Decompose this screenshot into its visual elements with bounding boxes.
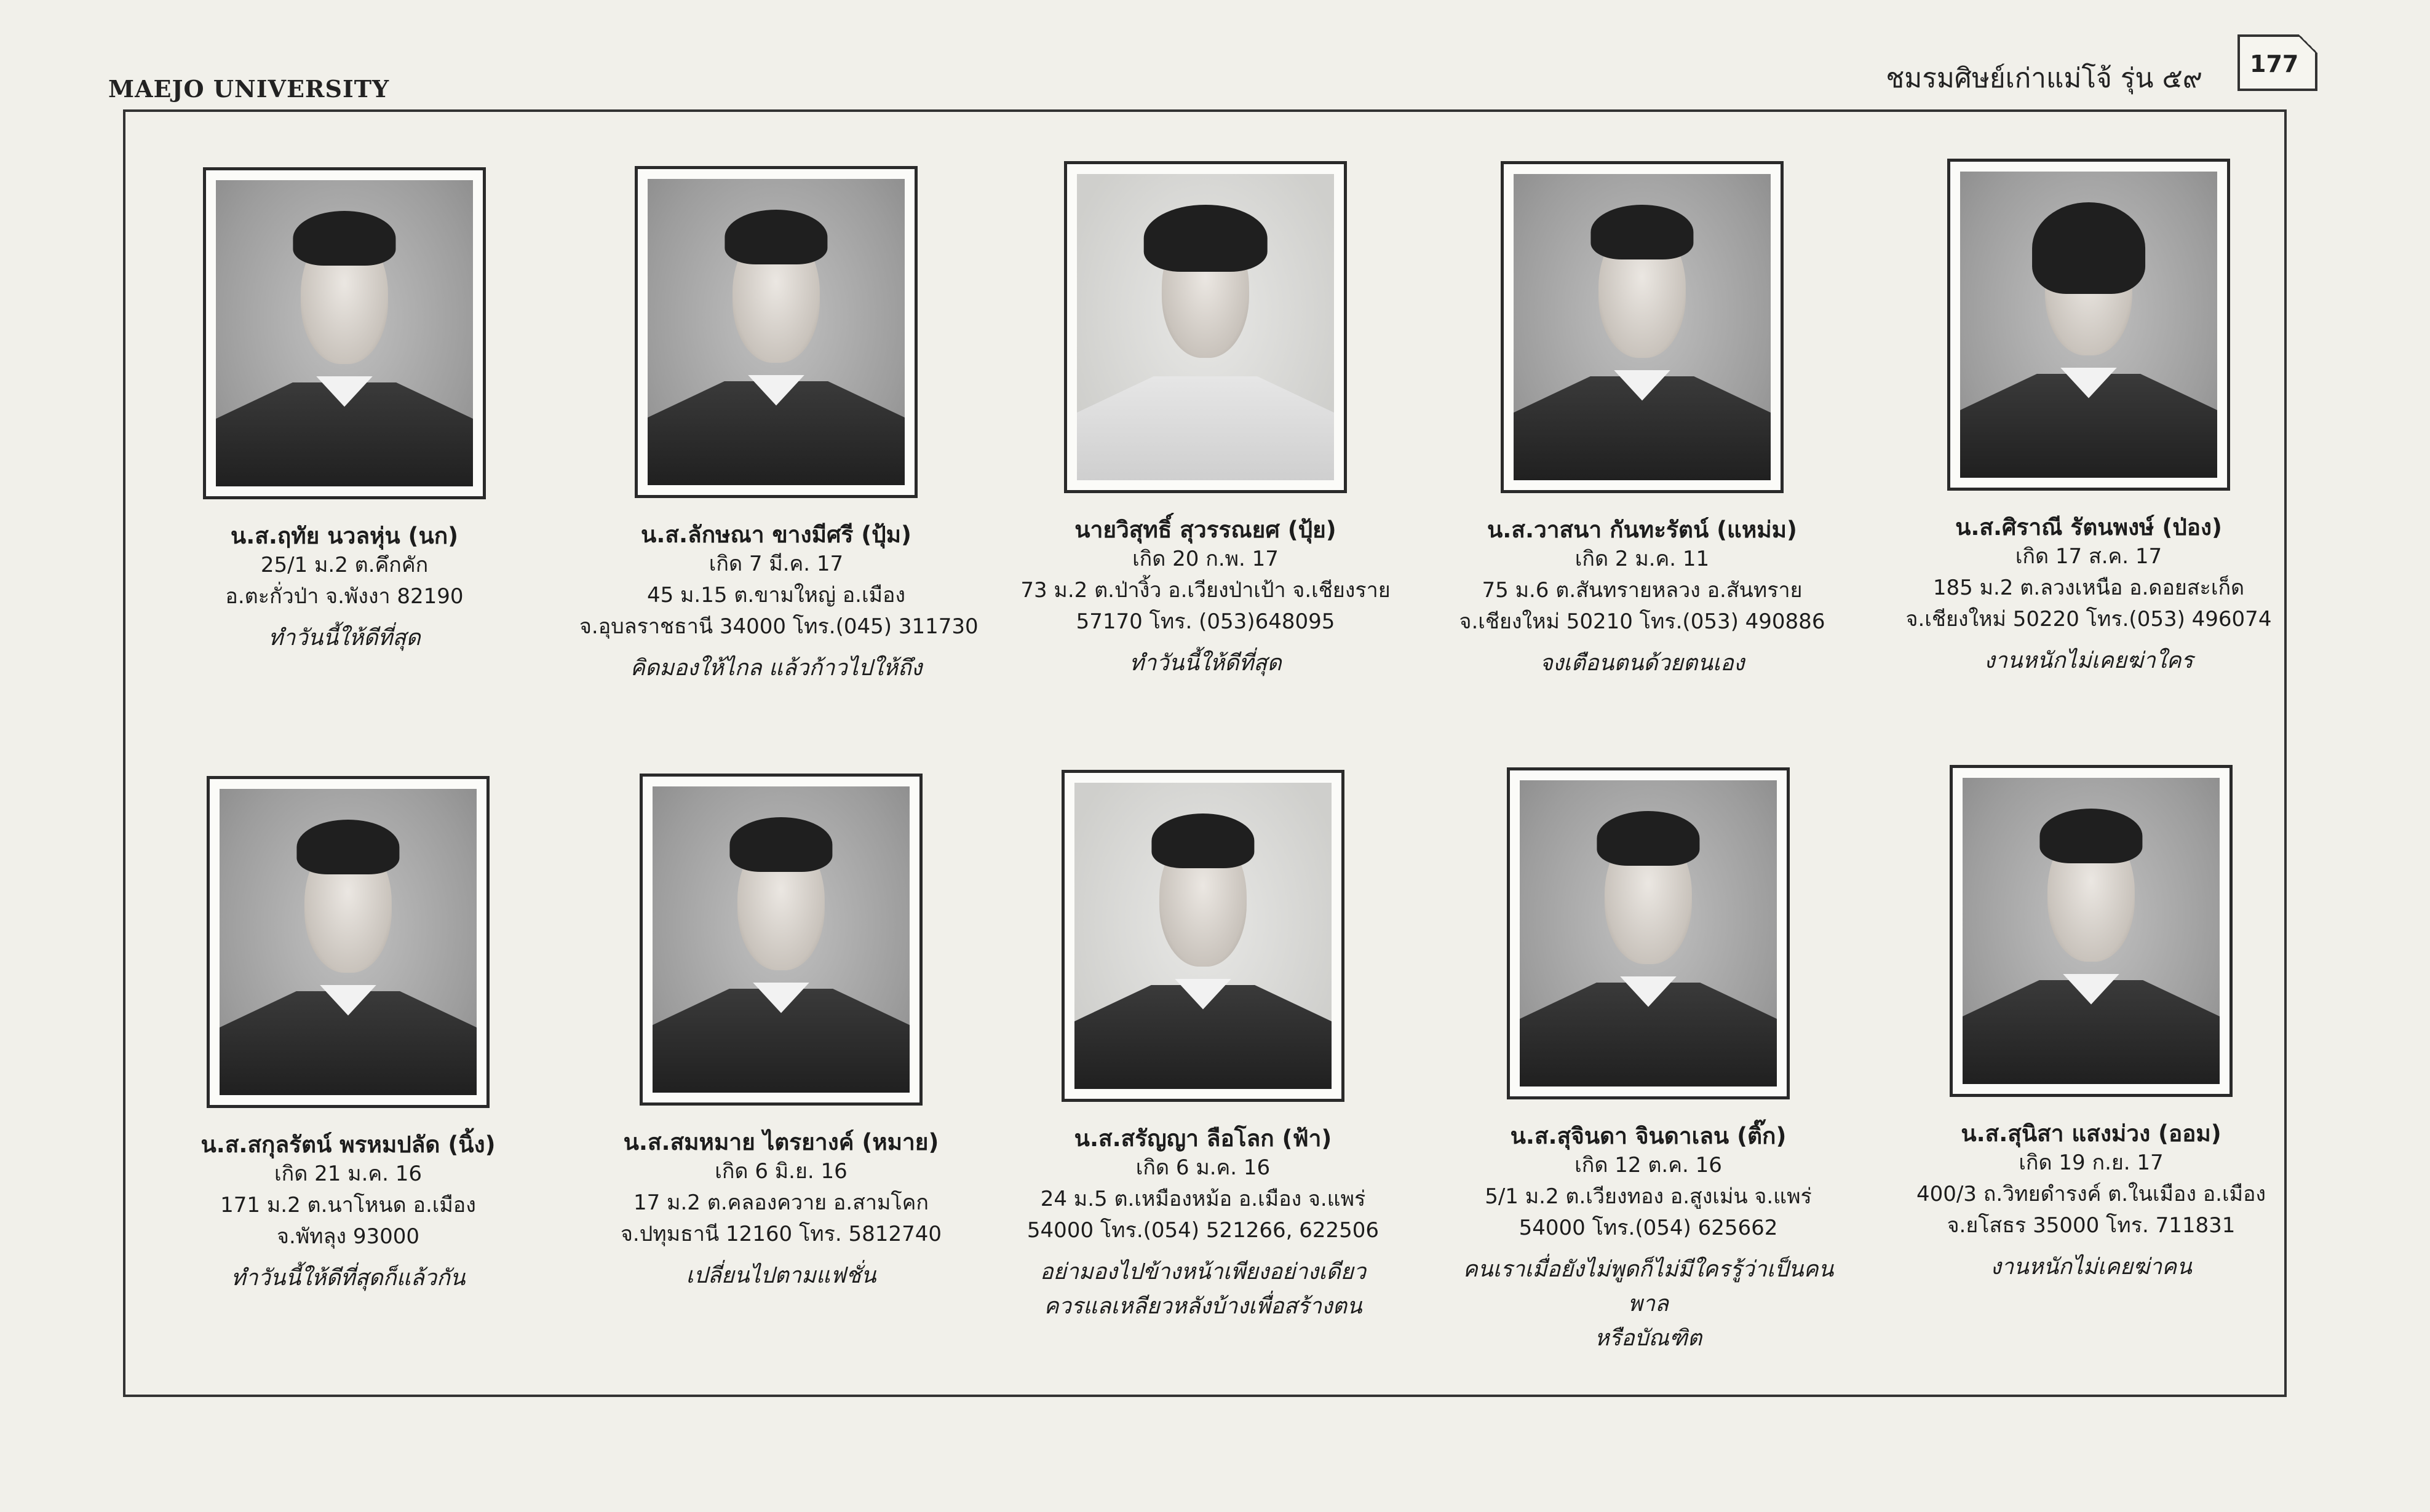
person-card [579,166,979,686]
person-address: จ.อุบลราชธานี 34000 โทร.(045) 311730 [579,614,979,639]
person-birthdate: เกิด 2 ม.ค. 11 [1574,547,1710,572]
person-name: น.ส.ลักษณา ขางมีศรี (ปุ้ม) [641,521,911,548]
person-address: 24 ม.5 ต.เหมืองหม้อ อ.เมือง จ.แพร่ [1040,1187,1366,1212]
portrait-image [1074,783,1332,1089]
portrait-image [1963,778,2220,1084]
person-card [1006,770,1400,1324]
portrait-photo [1064,161,1347,493]
person-motto: ทำวันนี้ให้ดีที่สุดก็แล้วกัน [231,1265,466,1291]
person-motto: คิดมองให้ไกล แล้วก้าวไปให้ถึง [630,655,923,681]
portrait-photo [1062,770,1344,1102]
person-name: น.ส.สกุลรัตน์ พรหมปลัด (นิ้ง) [201,1131,496,1158]
portrait-photo [1947,159,2230,491]
portrait-photo [203,167,486,499]
person-card [148,167,541,655]
person-address: 185 ม.2 ต.ลวงเหนือ อ.ดอยสะเก็ด [1932,576,2245,601]
person-address: อ.ตะกั่วป่า จ.พังงา 82190 [225,584,464,609]
person-address: จ.ปทุมธานี 12160 โทร. 5812740 [621,1222,942,1247]
portrait-image [1960,172,2217,478]
person-card [1445,161,1839,681]
person-name: น.ส.วาสนา กันทะรัตน์ (แหม่ม) [1487,517,1797,543]
portrait-photo [1501,161,1784,493]
person-birthdate: เกิด 7 มี.ค. 17 [709,552,844,577]
person-motto: ควรแลเหลียวหลังบ้างเพื่อสร้างตน [1044,1294,1362,1320]
person-birthdate: เกิด 20 ก.พ. 17 [1132,547,1279,572]
person-motto: งานหนักไม่เคยฆ่าคน [1990,1254,2192,1280]
portrait-photo [640,774,923,1106]
person-card [584,774,978,1293]
person-address: 400/3 ถ.วิทยดำรงค์ ต.ในเมือง อ.เมือง [1916,1182,2266,1207]
person-address: 73 ม.2 ต.ป่างิ้ว อ.เวียงป่าเป้า จ.เชียงราย [1020,578,1391,603]
alumni-club-title: ชมรมศิษย์เก่าแม่โจ้ รุ่น ๕๙ [1886,63,2202,94]
person-card [151,776,545,1296]
person-name: น.ส.สุนิสา แสงม่วง (ออม) [1961,1120,2222,1147]
page-number-box [2237,34,2317,91]
portrait-image [1520,780,1777,1087]
portrait-image [216,180,473,486]
person-address: 57170 โทร. (053)648095 [1076,609,1335,635]
portrait-photo [207,776,490,1108]
person-address: 17 ม.2 ต.คลองควาย อ.สามโคก [633,1190,929,1216]
person-motto: ทำวันนี้ให้ดีที่สุด [268,625,421,651]
person-birthdate: เกิด 21 ม.ค. 16 [274,1162,422,1187]
person-address: 5/1 ม.2 ต.เวียงทอง อ.สูงเม่น จ.แพร่ [1485,1184,1812,1209]
portrait-image [1077,174,1334,480]
portrait-image [1514,174,1771,480]
person-name: น.ส.ฤทัย นวลหุ่น (นก) [230,523,459,549]
person-motto: เปลี่ยนไปตามแฟชั่น [686,1263,876,1289]
person-name: น.ส.ศิราณี รัตนพงษ์ (ป่อง) [1955,514,2222,540]
person-birthdate: เกิด 17 ส.ค. 17 [2015,544,2162,569]
person-address: 75 ม.6 ต.สันทรายหลวง อ.สันทราย [1482,578,1803,603]
person-motto: หรือบัณฑิต [1594,1325,1702,1351]
portrait-photo [635,166,918,498]
person-address: 54000 โทร.(054) 625662 [1519,1216,1778,1241]
person-address: 25/1 ม.2 ต.คึกคัก [260,553,429,578]
person-address: 45 ม.15 ต.ขามใหญ่ อ.เมือง [646,583,906,608]
person-birthdate: เกิด 6 ม.ค. 16 [1135,1155,1271,1181]
university-name: MAEJO UNIVERSITY [108,75,390,103]
person-card [1892,159,2285,678]
person-birthdate: เกิด 19 ก.ย. 17 [2019,1150,2164,1176]
person-name: นายวิสุทธิ์ สุวรรณยศ (ปุ้ย) [1074,517,1336,543]
portrait-photo [1507,767,1790,1099]
person-name: น.ส.สรัญญา ลือโลก (ฟ้า) [1074,1125,1332,1152]
person-address: 171 ม.2 ต.นาโหนด อ.เมือง [220,1193,476,1218]
portrait-image [648,179,905,485]
person-address: จ.เชียงใหม่ 50210 โทร.(053) 490886 [1459,609,1825,635]
person-birthdate: เกิด 12 ต.ค. 16 [1574,1153,1722,1178]
person-card [1894,765,2288,1284]
person-motto: ทำวันนี้ให้ดีที่สุด [1129,651,1282,676]
portrait-image [220,789,477,1095]
person-birthdate: เกิด 6 มิ.ย. 16 [715,1159,848,1184]
portrait-image [653,786,910,1093]
person-name: น.ส.สมหมาย ไตรยางค์ (หมาย) [623,1129,939,1155]
person-motto: งานหนักไม่เคยฆ่าใคร [1984,648,2193,674]
person-address: จ.ยโสธร 35000 โทร. 711831 [1947,1213,2236,1238]
person-address: จ.พัทลุง 93000 [277,1224,419,1249]
portrait-photo [1950,765,2233,1097]
person-name: น.ส.สุจินดา จินดาเลน (ติ๊ก) [1510,1123,1787,1149]
person-card [1451,767,1845,1356]
person-card [1009,161,1402,681]
person-motto: คนเราเมื่อยังไม่พูดก็ไม่มีใครรู้ว่าเป็นคนพาล [1463,1257,1834,1317]
person-motto: อย่ามองไปข้างหน้าเพียงอย่างเดียว [1040,1259,1366,1285]
person-motto: จงเตือนตนด้วยตนเอง [1539,651,1745,676]
person-address: 54000 โทร.(054) 521266, 622506 [1026,1218,1380,1243]
page-number: 177 [2250,50,2299,77]
person-address: จ.เชียงใหม่ 50220 โทร.(053) 496074 [1905,607,2272,632]
